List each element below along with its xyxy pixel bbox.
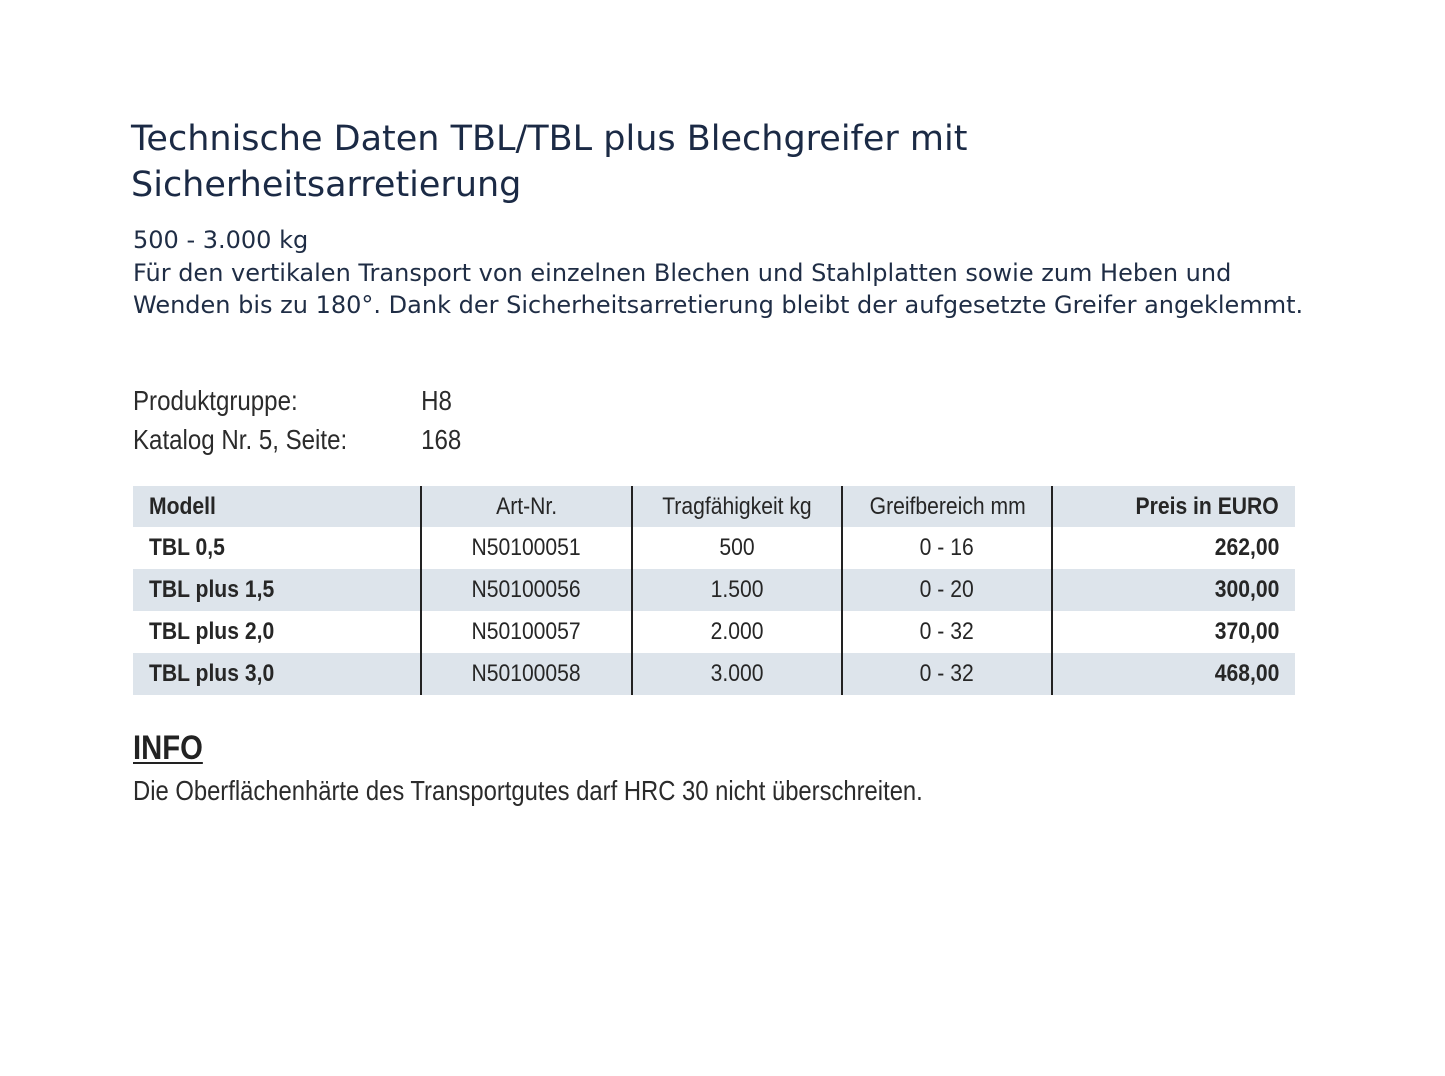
header-model: Modell (133, 486, 421, 527)
header-art-nr: Art-Nr. (421, 486, 632, 527)
cell-model: TBL plus 1,5 (133, 569, 421, 611)
table-row (133, 611, 1295, 653)
product-group-value: H8 (421, 385, 452, 416)
cell-grip-range: 0 - 32 (842, 653, 1052, 695)
cell-model: TBL plus 3,0 (133, 653, 421, 695)
cell-price: 370,00 (1052, 611, 1295, 653)
specs-table (133, 486, 1295, 695)
table-row (133, 527, 1295, 569)
header-price: Preis in EURO (1052, 486, 1295, 527)
cell-capacity: 3.000 (632, 653, 842, 695)
table-header-row (133, 486, 1295, 527)
info-text: Die Oberflächenhärte des Transportgutes darf HRC 30 nicht überschreiten. (133, 775, 923, 806)
cell-model: TBL 0,5 (149, 534, 225, 561)
info-heading: INFO (133, 729, 203, 767)
intro-text (133, 224, 1433, 322)
cell-capacity: 2.000 (632, 611, 842, 653)
cell-grip-range: 0 - 16 (842, 527, 1052, 569)
description-line-1: Für den vertikalen Transport von einzelnen Blechen und Stahlplatten sowie zum Heben und (133, 258, 1232, 287)
cell-price: 300,00 (1052, 569, 1295, 611)
catalog-label: Katalog Nr. 5, Seite: (133, 424, 348, 455)
page-title: Technische Daten TBL/TBL plus Blechgreifer mit Sicherheitsarretierung (131, 119, 968, 205)
product-group-label: Produktgruppe: (133, 385, 298, 416)
cell-model: TBL plus 2,0 (149, 618, 275, 645)
cell-price: 262,00 (1052, 527, 1295, 569)
catalog-row (133, 420, 461, 459)
cell-art-nr: N50100057 (421, 611, 632, 653)
product-group-row (133, 381, 461, 420)
catalog-value: 168 (421, 424, 462, 455)
cell-grip-range: 0 - 32 (842, 611, 1052, 653)
cell-art-nr: N50100051 (421, 527, 632, 569)
description-line-2: Wenden bis zu 180°. Dank der Sicherheitsarretierung bleibt der aufgesetzte Greifer angeklemmt. (133, 291, 1304, 319)
table-row (133, 653, 1295, 695)
capacity-range: 500 - 3.000 kg (133, 226, 309, 254)
table-row (133, 569, 1295, 611)
cell-art-nr: N50100056 (421, 569, 632, 611)
cell-grip-range: 0 - 20 (842, 569, 1052, 611)
cell-art-nr: N50100058 (421, 653, 632, 695)
cell-capacity: 1.500 (632, 569, 842, 611)
header-grip-range: Greifbereich mm (842, 486, 1052, 527)
product-meta (133, 381, 461, 459)
cell-price: 468,00 (1052, 653, 1295, 695)
header-capacity: Tragfähigkeit kg (632, 486, 842, 527)
cell-capacity: 500 (632, 527, 842, 569)
